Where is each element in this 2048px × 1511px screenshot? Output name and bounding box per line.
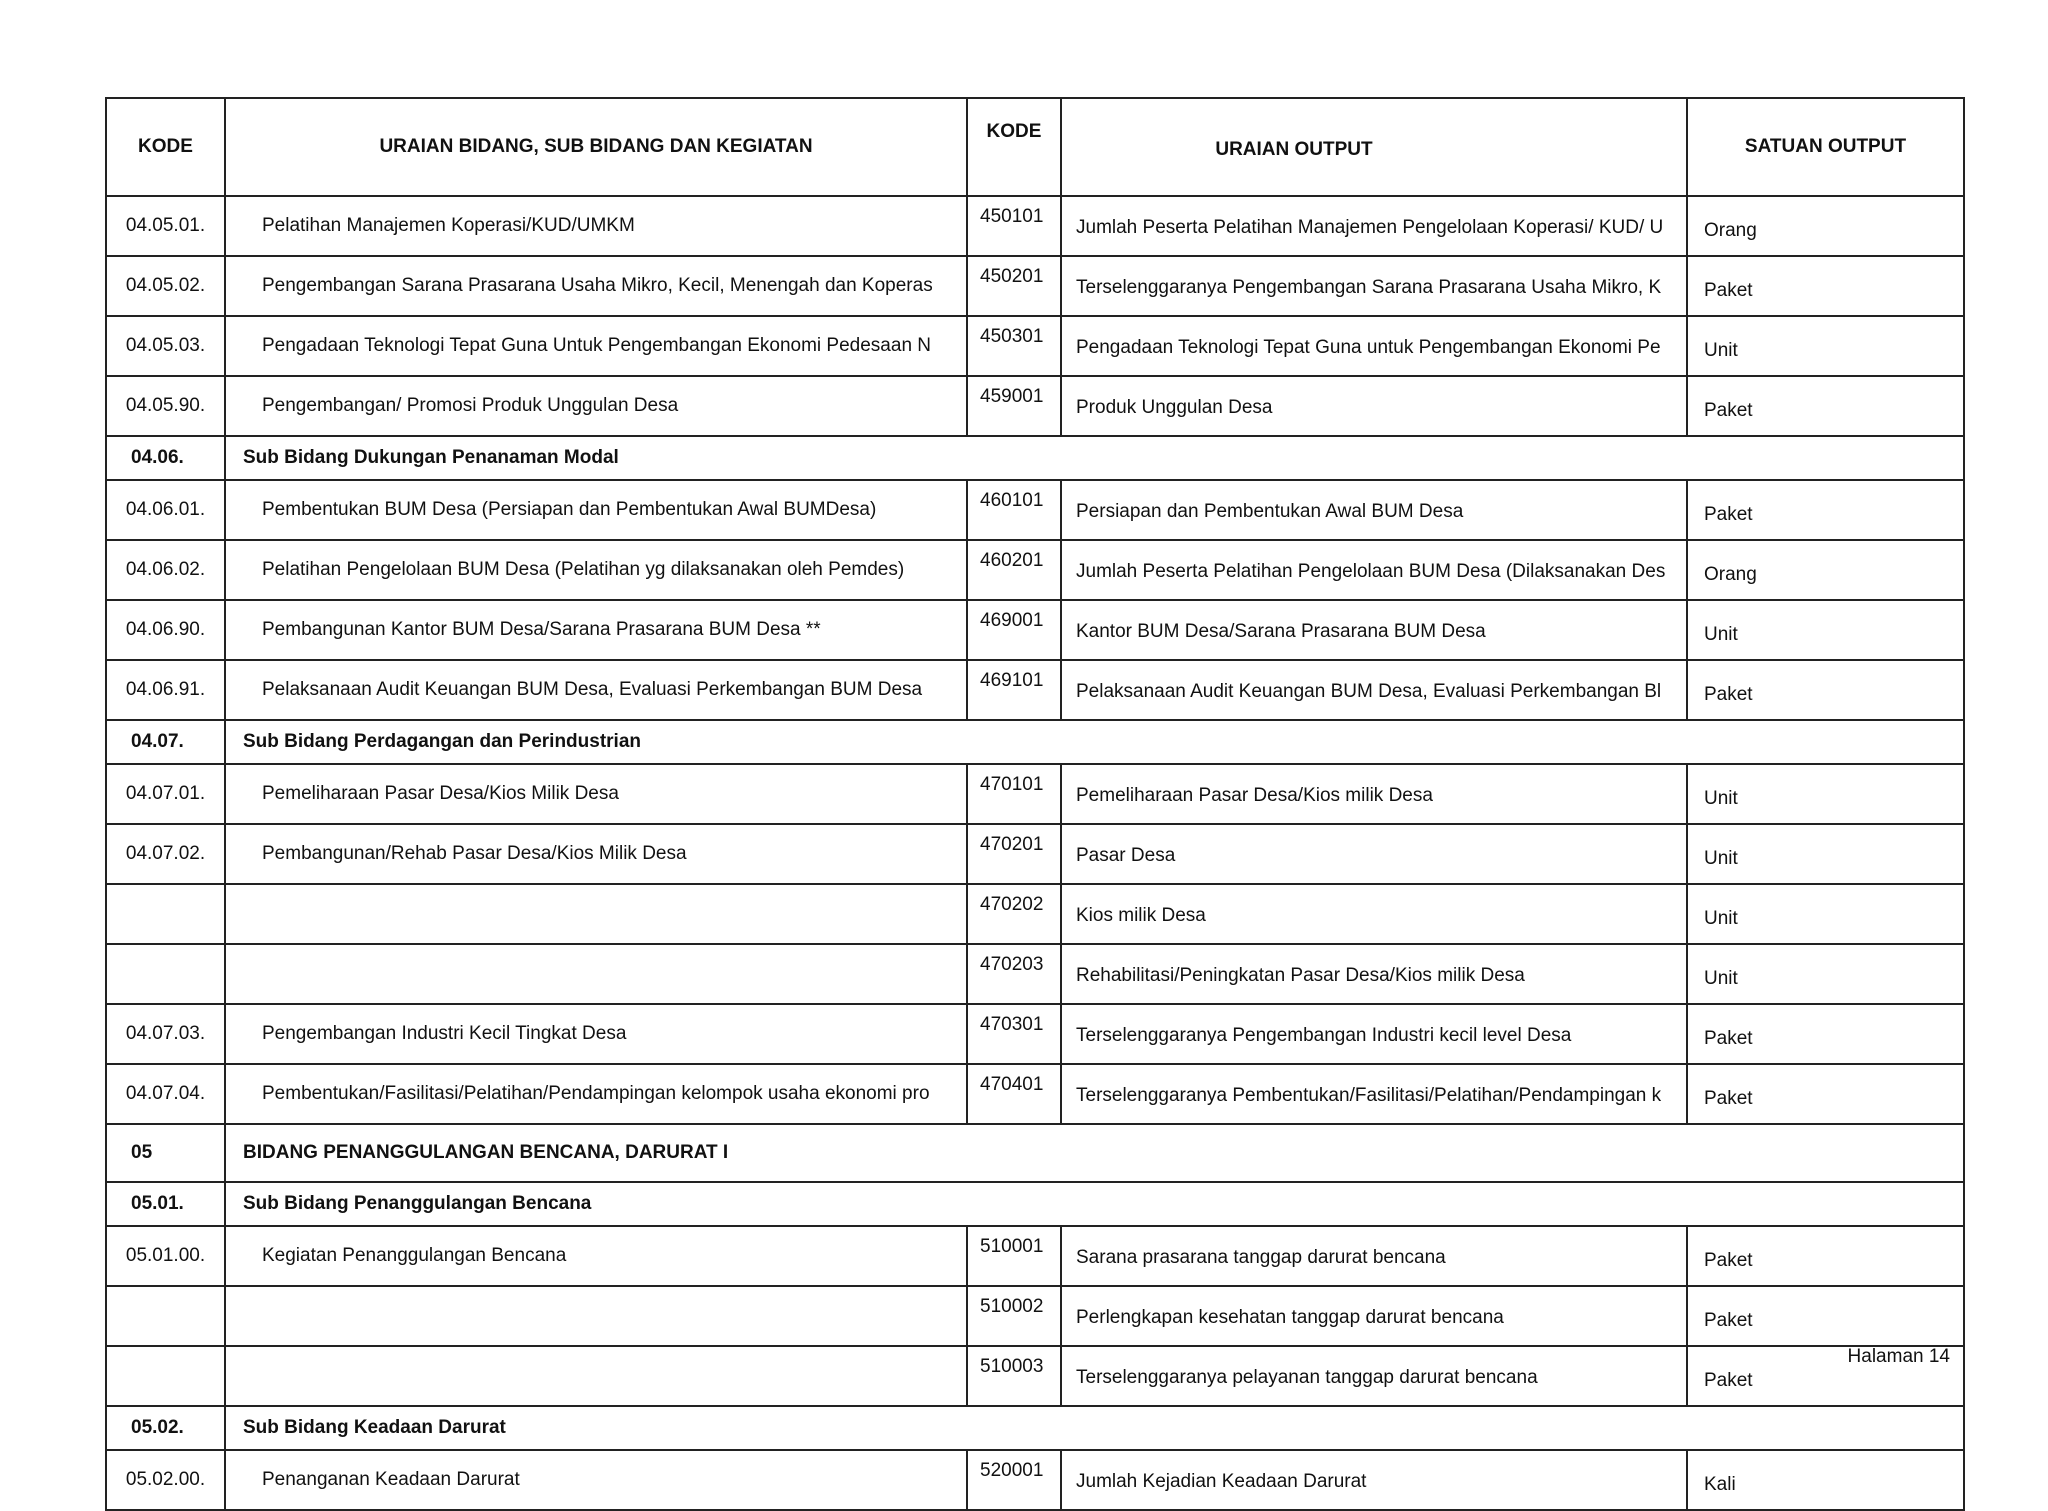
table-row — [106, 196, 1964, 256]
sub-bidang-kode: 04.06. — [106, 436, 225, 480]
kegiatan-kode: 05.01.00. — [106, 1226, 225, 1286]
kegiatan-uraian — [225, 376, 967, 436]
output-uraian — [1061, 1064, 1687, 1124]
kegiatan-kode: 04.06.91. — [106, 660, 225, 720]
output-uraian-text: Jumlah Peserta Pelatihan Manajemen Pengelolaan Koperasi/ KUD/ U — [1076, 217, 1664, 238]
kegiatan-kode: 04.05.02. — [106, 256, 225, 316]
sub-bidang-row — [106, 436, 1964, 480]
table-row — [106, 540, 1964, 600]
output-kode: 510003 — [967, 1346, 1061, 1406]
output-uraian — [1061, 884, 1687, 944]
output-uraian-text: Rehabilitasi/Peningkatan Pasar Desa/Kios milik Desa — [1076, 965, 1525, 986]
output-uraian-text: Pemeliharaan Pasar Desa/Kios milik Desa — [1076, 785, 1433, 806]
output-satuan: Paket — [1687, 376, 1964, 436]
header-uraian-output-label: URAIAN OUTPUT — [1215, 139, 1373, 160]
activity-output-table — [105, 97, 1965, 1511]
output-satuan: Paket — [1687, 1064, 1964, 1124]
header-kode-output: KODE — [967, 98, 1061, 196]
kegiatan-uraian-text: Pengembangan Sarana Prasarana Usaha Mikro, Kecil, Menengah dan Koperas — [262, 275, 933, 296]
sub-bidang-kode: 05.01. — [106, 1182, 225, 1226]
kegiatan-uraian-text: Pelatihan Pengelolaan BUM Desa (Pelatihan yg dilaksanakan oleh Pemdes) — [262, 559, 905, 580]
table-row — [106, 1064, 1964, 1124]
header-kode: KODE — [106, 98, 225, 196]
output-kode: 470203 — [967, 944, 1061, 1004]
output-satuan: Orang — [1687, 540, 1964, 600]
kegiatan-uraian-text: Pelaksanaan Audit Keuangan BUM Desa, Evaluasi Perkembangan BUM Desa — [262, 679, 923, 700]
kegiatan-kode: 04.07.04. — [106, 1064, 225, 1124]
output-uraian-text: Pelaksanaan Audit Keuangan BUM Desa, Evaluasi Perkembangan Bl — [1076, 681, 1662, 702]
output-satuan: Unit — [1687, 316, 1964, 376]
output-uraian — [1061, 480, 1687, 540]
output-satuan: Paket — [1687, 1286, 1964, 1346]
kegiatan-uraian-text: Pembangunan/Rehab Pasar Desa/Kios Milik Desa — [262, 843, 687, 864]
table-row — [106, 1450, 1964, 1510]
output-satuan: Paket — [1687, 660, 1964, 720]
kegiatan-uraian-text: Pembentukan BUM Desa (Persiapan dan Pembentukan Awal BUMDesa) — [262, 499, 877, 520]
table-row — [106, 376, 1964, 436]
kegiatan-kode — [106, 944, 225, 1004]
output-uraian-text: Jumlah Kejadian Keadaan Darurat — [1076, 1471, 1367, 1492]
kegiatan-kode: 04.05.01. — [106, 196, 225, 256]
output-uraian-text: Terselenggaranya Pengembangan Industri kecil level Desa — [1076, 1025, 1572, 1046]
output-uraian-text: Produk Unggulan Desa — [1076, 397, 1273, 418]
output-satuan: Kali — [1687, 1450, 1964, 1510]
table-row — [106, 660, 1964, 720]
output-kode: 469101 — [967, 660, 1061, 720]
sub-bidang-title: Sub Bidang Penanggulangan Bencana — [225, 1182, 1964, 1226]
output-uraian-text: Terselenggaranya pelayanan tanggap darurat bencana — [1076, 1367, 1538, 1388]
output-uraian — [1061, 256, 1687, 316]
output-satuan: Paket — [1687, 1346, 1964, 1406]
kegiatan-uraian — [225, 1286, 967, 1346]
table-row — [106, 944, 1964, 1004]
kegiatan-uraian — [225, 196, 967, 256]
sub-bidang-row — [106, 1182, 1964, 1226]
sub-bidang-kode: 05.02. — [106, 1406, 225, 1450]
output-kode: 460201 — [967, 540, 1061, 600]
kegiatan-uraian-text: Kegiatan Penanggulangan Bencana — [262, 1245, 567, 1266]
output-kode: 470101 — [967, 764, 1061, 824]
sub-bidang-title: Sub Bidang Perdagangan dan Perindustrian — [225, 720, 1964, 764]
kegiatan-uraian — [225, 1346, 967, 1406]
kegiatan-uraian-text: Pembentukan/Fasilitasi/Pelatihan/Pendampingan kelompok usaha ekonomi pro — [262, 1083, 930, 1104]
kegiatan-kode: 04.07.02. — [106, 824, 225, 884]
output-kode: 520001 — [967, 1450, 1061, 1510]
kegiatan-uraian — [225, 316, 967, 376]
kegiatan-uraian — [225, 1226, 967, 1286]
table-header-row — [106, 98, 1964, 196]
sub-bidang-row — [106, 720, 1964, 764]
kegiatan-uraian — [225, 884, 967, 944]
kegiatan-uraian — [225, 256, 967, 316]
bidang-row — [106, 1124, 1964, 1182]
output-uraian-text: Kantor BUM Desa/Sarana Prasarana BUM Desa — [1076, 621, 1486, 642]
output-uraian — [1061, 944, 1687, 1004]
output-uraian-text: Terselenggaranya Pengembangan Sarana Prasarana Usaha Mikro, K — [1076, 277, 1662, 298]
header-satuan-output: SATUAN OUTPUT — [1687, 98, 1964, 196]
sub-bidang-title: Sub Bidang Keadaan Darurat — [225, 1406, 1964, 1450]
output-kode: 470201 — [967, 824, 1061, 884]
table-row — [106, 480, 1964, 540]
output-kode: 469001 — [967, 600, 1061, 660]
output-uraian — [1061, 660, 1687, 720]
output-uraian-text: Pasar Desa — [1076, 845, 1176, 866]
output-uraian — [1061, 316, 1687, 376]
table-body — [106, 196, 1964, 1510]
output-uraian-text: Perlengkapan kesehatan tanggap darurat bencana — [1076, 1307, 1504, 1328]
kegiatan-uraian — [225, 764, 967, 824]
output-uraian — [1061, 1286, 1687, 1346]
header-uraian: URAIAN BIDANG, SUB BIDANG DAN KEGIATAN — [225, 98, 967, 196]
kegiatan-uraian — [225, 824, 967, 884]
page-number: Halaman 14 — [1847, 1346, 1950, 1367]
output-uraian-text: Jumlah Peserta Pelatihan Pengelolaan BUM Desa (Dilaksanakan Des — [1076, 561, 1666, 582]
kegiatan-uraian-text: Pelatihan Manajemen Koperasi/KUD/UMKM — [262, 215, 635, 236]
sub-bidang-kode: 04.07. — [106, 720, 225, 764]
output-satuan: Paket — [1687, 1004, 1964, 1064]
kegiatan-uraian-text: Penanganan Keadaan Darurat — [262, 1469, 520, 1490]
kegiatan-uraian — [225, 600, 967, 660]
output-satuan: Unit — [1687, 824, 1964, 884]
output-kode: 460101 — [967, 480, 1061, 540]
output-kode: 510001 — [967, 1226, 1061, 1286]
kegiatan-uraian-text: Pengembangan Industri Kecil Tingkat Desa — [262, 1023, 627, 1044]
output-satuan: Unit — [1687, 764, 1964, 824]
output-satuan: Unit — [1687, 600, 1964, 660]
output-uraian — [1061, 1004, 1687, 1064]
table-row — [106, 1004, 1964, 1064]
sub-bidang-row — [106, 1406, 1964, 1450]
kegiatan-uraian — [225, 1064, 967, 1124]
table-row — [106, 1226, 1964, 1286]
kegiatan-uraian — [225, 660, 967, 720]
kegiatan-uraian — [225, 944, 967, 1004]
output-uraian — [1061, 1346, 1687, 1406]
output-satuan: Unit — [1687, 944, 1964, 1004]
kegiatan-kode: 04.06.02. — [106, 540, 225, 600]
output-kode: 450301 — [967, 316, 1061, 376]
sub-bidang-title: Sub Bidang Dukungan Penanaman Modal — [225, 436, 1964, 480]
output-uraian — [1061, 540, 1687, 600]
kegiatan-kode: 04.06.01. — [106, 480, 225, 540]
output-uraian-text: Sarana prasarana tanggap darurat bencana — [1076, 1247, 1446, 1268]
kegiatan-kode: 05.02.00. — [106, 1450, 225, 1510]
kegiatan-uraian-text: Pemeliharaan Pasar Desa/Kios Milik Desa — [262, 783, 619, 804]
output-kode: 450201 — [967, 256, 1061, 316]
output-uraian — [1061, 1450, 1687, 1510]
table-row — [106, 1286, 1964, 1346]
kegiatan-kode: 04.05.90. — [106, 376, 225, 436]
kegiatan-kode — [106, 1346, 225, 1406]
table-row — [106, 1346, 1964, 1406]
bidang-kode: 05 — [106, 1124, 225, 1182]
output-kode: 470301 — [967, 1004, 1061, 1064]
output-uraian — [1061, 196, 1687, 256]
table-row — [106, 884, 1964, 944]
output-uraian-text: Kios milik Desa — [1076, 905, 1206, 926]
output-uraian-text: Persiapan dan Pembentukan Awal BUM Desa — [1076, 501, 1464, 522]
output-kode: 470401 — [967, 1064, 1061, 1124]
kegiatan-kode: 04.06.90. — [106, 600, 225, 660]
output-uraian — [1061, 764, 1687, 824]
kegiatan-uraian — [225, 480, 967, 540]
kegiatan-kode: 04.07.01. — [106, 764, 225, 824]
table-row — [106, 600, 1964, 660]
output-satuan: Unit — [1687, 884, 1964, 944]
output-satuan: Orang — [1687, 196, 1964, 256]
output-uraian — [1061, 824, 1687, 884]
bidang-title: BIDANG PENANGGULANGAN BENCANA, DARURAT I — [225, 1124, 1964, 1182]
output-kode: 450101 — [967, 196, 1061, 256]
kegiatan-kode — [106, 1286, 225, 1346]
kegiatan-kode: 04.07.03. — [106, 1004, 225, 1064]
kegiatan-uraian-text: Pengadaan Teknologi Tepat Guna Untuk Pengembangan Ekonomi Pedesaan N — [262, 335, 932, 356]
kegiatan-uraian — [225, 540, 967, 600]
table-row — [106, 824, 1964, 884]
output-uraian-text: Pengadaan Teknologi Tepat Guna untuk Pengembangan Ekonomi Pe — [1076, 337, 1661, 358]
kegiatan-uraian-text: Pengembangan/ Promosi Produk Unggulan Desa — [262, 395, 679, 416]
header-uraian-output — [1061, 98, 1687, 196]
kegiatan-uraian — [225, 1450, 967, 1510]
table-row — [106, 764, 1964, 824]
output-satuan: Paket — [1687, 1226, 1964, 1286]
output-kode: 459001 — [967, 376, 1061, 436]
kegiatan-uraian — [225, 1004, 967, 1064]
output-uraian — [1061, 376, 1687, 436]
table-row — [106, 256, 1964, 316]
output-kode: 470202 — [967, 884, 1061, 944]
output-uraian — [1061, 600, 1687, 660]
output-kode: 510002 — [967, 1286, 1061, 1346]
output-uraian-text: Terselenggaranya Pembentukan/Fasilitasi/Pelatihan/Pendampingan k — [1076, 1085, 1662, 1106]
kegiatan-kode — [106, 884, 225, 944]
kegiatan-kode: 04.05.03. — [106, 316, 225, 376]
kegiatan-uraian-text: Pembangunan Kantor BUM Desa/Sarana Prasarana BUM Desa ** — [262, 619, 821, 640]
output-satuan: Paket — [1687, 256, 1964, 316]
table-row — [106, 316, 1964, 376]
output-satuan: Paket — [1687, 480, 1964, 540]
output-uraian — [1061, 1226, 1687, 1286]
